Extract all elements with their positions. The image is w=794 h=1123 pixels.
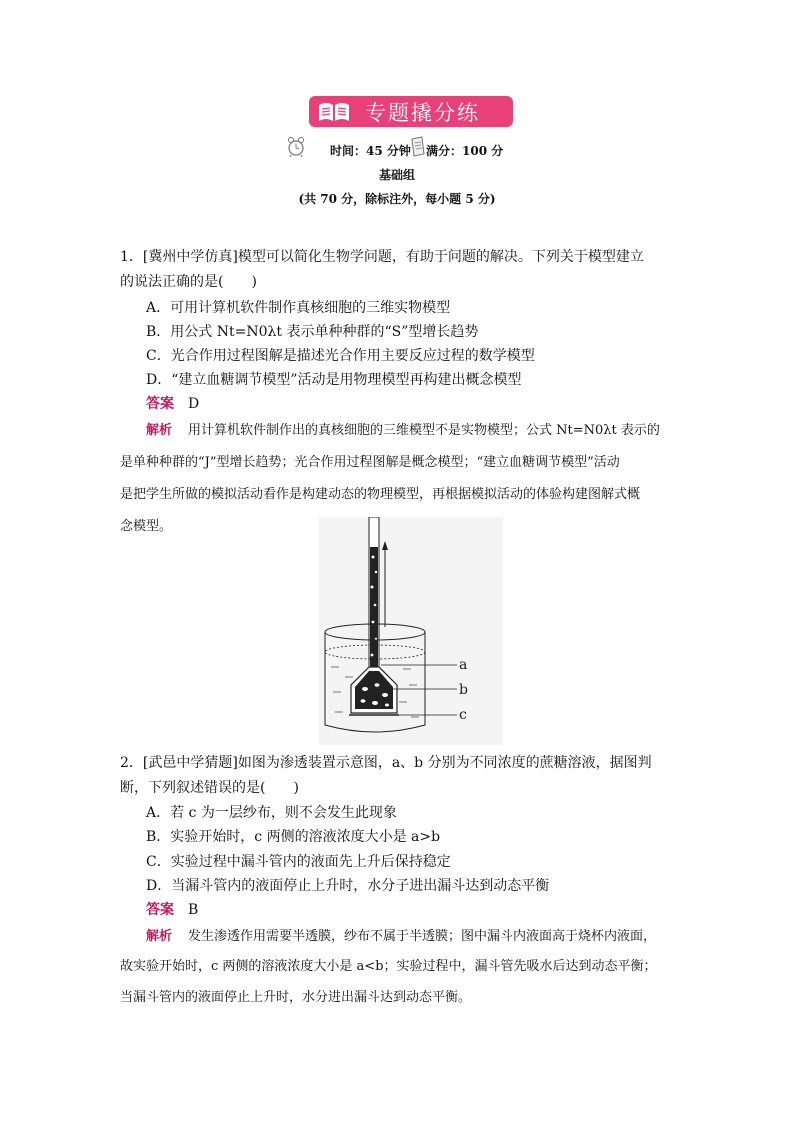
q1-option-c: C．光合作用过程图解是描述光合作用主要反应过程的数学模型 bbox=[146, 348, 535, 364]
osmosis-apparatus-figure bbox=[319, 517, 503, 745]
q1-option-b: B．用公式 Nt=N0λt 表示单种种群的“S”型增长趋势 bbox=[146, 324, 479, 340]
group-label: 基础组 bbox=[378, 168, 415, 182]
q1-answer bbox=[146, 393, 199, 413]
q2-answer bbox=[146, 899, 198, 919]
q1-explain-line1: 解析 用计算机软件制作出的真核细胞的三维模型不是实物模型；公式 Nt=N0λt 表示的 bbox=[146, 423, 660, 438]
q2-explain-line3: 当漏斗管内的液面停止上升时，水分进出漏斗达到动态平衡。 bbox=[120, 990, 472, 1005]
q2-stem-line1: 2．[武邑中学猜题]如图为渗透装置示意图，a、b 分别为不同浓度的蔗糖溶液，据图判 bbox=[120, 755, 652, 771]
open-book-icon bbox=[317, 100, 351, 124]
q1-option-d: D．“建立血糖调节模型”活动是用物理模型再构建出概念模型 bbox=[146, 372, 522, 388]
q2-option-c: C．实验过程中漏斗管内的液面先上升后保持稳定 bbox=[146, 854, 451, 870]
answer-value: D bbox=[188, 396, 200, 412]
answer-value: B bbox=[188, 902, 199, 918]
banner-title: 专题撬分练 bbox=[365, 100, 480, 125]
explain-tag: 解析 bbox=[146, 929, 173, 944]
time-limit: 时间：45 分钟 bbox=[330, 144, 411, 158]
q1-stem-line1: 1．[冀州中学仿真]模型可以简化生物学问题，有助于问题的解决。下列关于模型建立 bbox=[120, 249, 644, 265]
scoring-note: (共 70 分，除标注外，每小题 5 分) bbox=[298, 192, 496, 206]
q1-stem-line2: 的说法正确的是( ) bbox=[120, 274, 257, 290]
q2-explain-line1: 解析 发生渗透作用需要半透膜，纱布不属于半透膜；图中漏斗内液面高于烧杯内液面， bbox=[146, 929, 657, 944]
paper-icon bbox=[410, 136, 426, 158]
label-a: a bbox=[459, 657, 468, 673]
q1-explain-line4: 念模型。 bbox=[120, 519, 173, 534]
q2-option-d: D．当漏斗管内的液面停止上升时，水分子进出漏斗达到动态平衡 bbox=[146, 878, 550, 894]
answer-tag: 答案 bbox=[146, 902, 174, 918]
q1-explain-line2: 是单种种群的“J”型增长趋势；光合作用过程图解是概念模型；“建立血糖调节模型”活动 bbox=[120, 455, 620, 470]
alarm-clock-icon bbox=[287, 136, 305, 158]
section-banner bbox=[309, 96, 513, 127]
q1-option-a: A．可用计算机软件制作真核细胞的三维实物模型 bbox=[146, 300, 451, 316]
label-b: b bbox=[459, 682, 468, 698]
q2-explain-line2: 故实验开始时，c 两侧的溶液浓度大小是 a<b；实验过程中，漏斗管先吸水后达到动态平衡； bbox=[120, 959, 657, 974]
q1-explain-line3: 是把学生所做的模拟活动看作是构建动态的物理模型，再根据模拟活动的体验构建图解式概 bbox=[120, 487, 641, 502]
answer-tag: 答案 bbox=[146, 396, 174, 412]
label-c: c bbox=[459, 707, 467, 723]
q2-option-b: B．实验开始时，c 两侧的溶液浓度大小是 a>b bbox=[146, 829, 441, 845]
q2-option-a: A．若 c 为一层纱布，则不会发生此现象 bbox=[146, 805, 397, 821]
exam-meta bbox=[0, 140, 794, 160]
full-score: 满分：100 分 bbox=[426, 144, 504, 158]
explain-tag: 解析 bbox=[146, 423, 173, 438]
q2-stem-line2: 断，下列叙述错误的是( ) bbox=[120, 780, 299, 796]
